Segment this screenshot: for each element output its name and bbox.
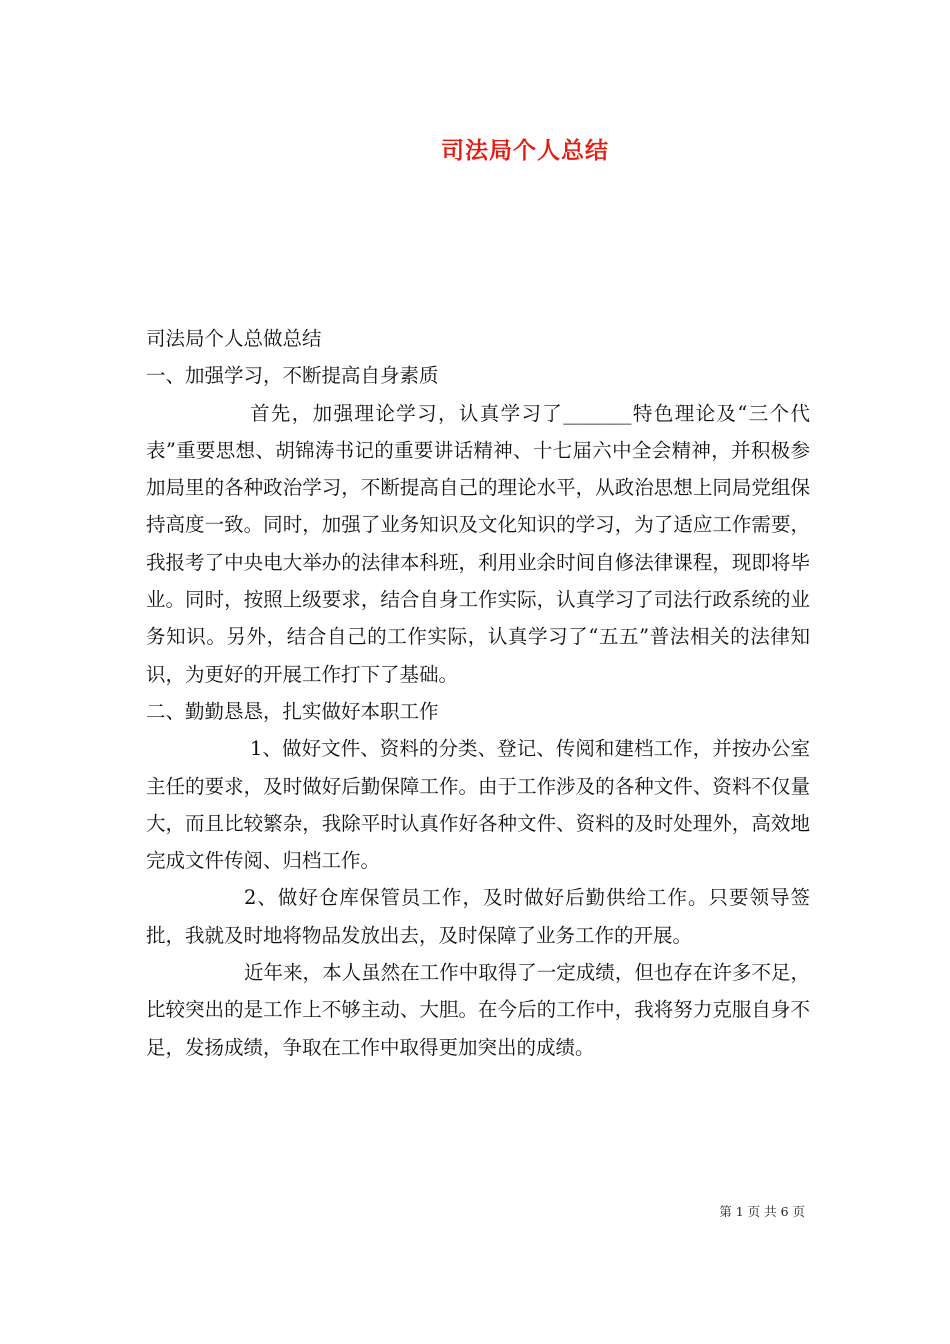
document-body	[146, 320, 810, 1066]
section-heading-2: 二、勤勤恳恳，扎实做好本职工作	[146, 699, 439, 723]
paragraph-conclusion: 近年来，本人虽然在工作中取得了一定成绩，但也存在许多不足，比较突出的是工作上不够主动、大胆。在今后的工作中，我将努力克服自身不足，发扬成绩，争取在工作中取得更加突出的成绩。	[146, 961, 810, 1059]
page-number: 第 1 页 共 6 页	[719, 1204, 805, 1219]
paragraph-documents: 1、做好文件、资料的分类、登记、传阅和建档工作，并按办公室主任的要求，及时做好后勤保障工作。由于工作涉及的各种文件、资料不仅量大，而且比较繁杂，我除平时认真作好各种文件、资料的及时处理外，高效地完成文件传阅、归档工作。	[146, 737, 810, 873]
document-title: 司法局个人总结	[441, 137, 609, 164]
section-heading-1: 一、加强学习，不断提高自身素质	[146, 364, 439, 388]
paragraph-study: 首先，加强理论学习，认真学习了_______特色理论及“三个代表”重要思想、胡锦涛书记的重要讲话精神、十七届六中全会精神，并积极参加局里的各种政治学习，不断提高自己的理论水平，从政治思想上同局党组保持高度一致。同时，加强了业务知识及文化知识的学习，为了适应工作需要，我报考了中央电大举办的法律本科班，利用业余时间自修法律课程，现即将毕业。同时，按照上级要求，结合自身工作实际，认真学习了司法行政系统的业务知识。另外，结合自己的工作实际，认真学习了“五五”普法相关的法律知识，为更好的开展工作打下了基础。	[146, 401, 810, 686]
paragraph-warehouse: 2、做好仓库保管员工作，及时做好后勤供给工作。只要领导签批，我就及时地将物品发放出去，及时保障了业务工作的开展。	[146, 886, 810, 947]
document-subtitle: 司法局个人总做总结	[146, 327, 322, 350]
